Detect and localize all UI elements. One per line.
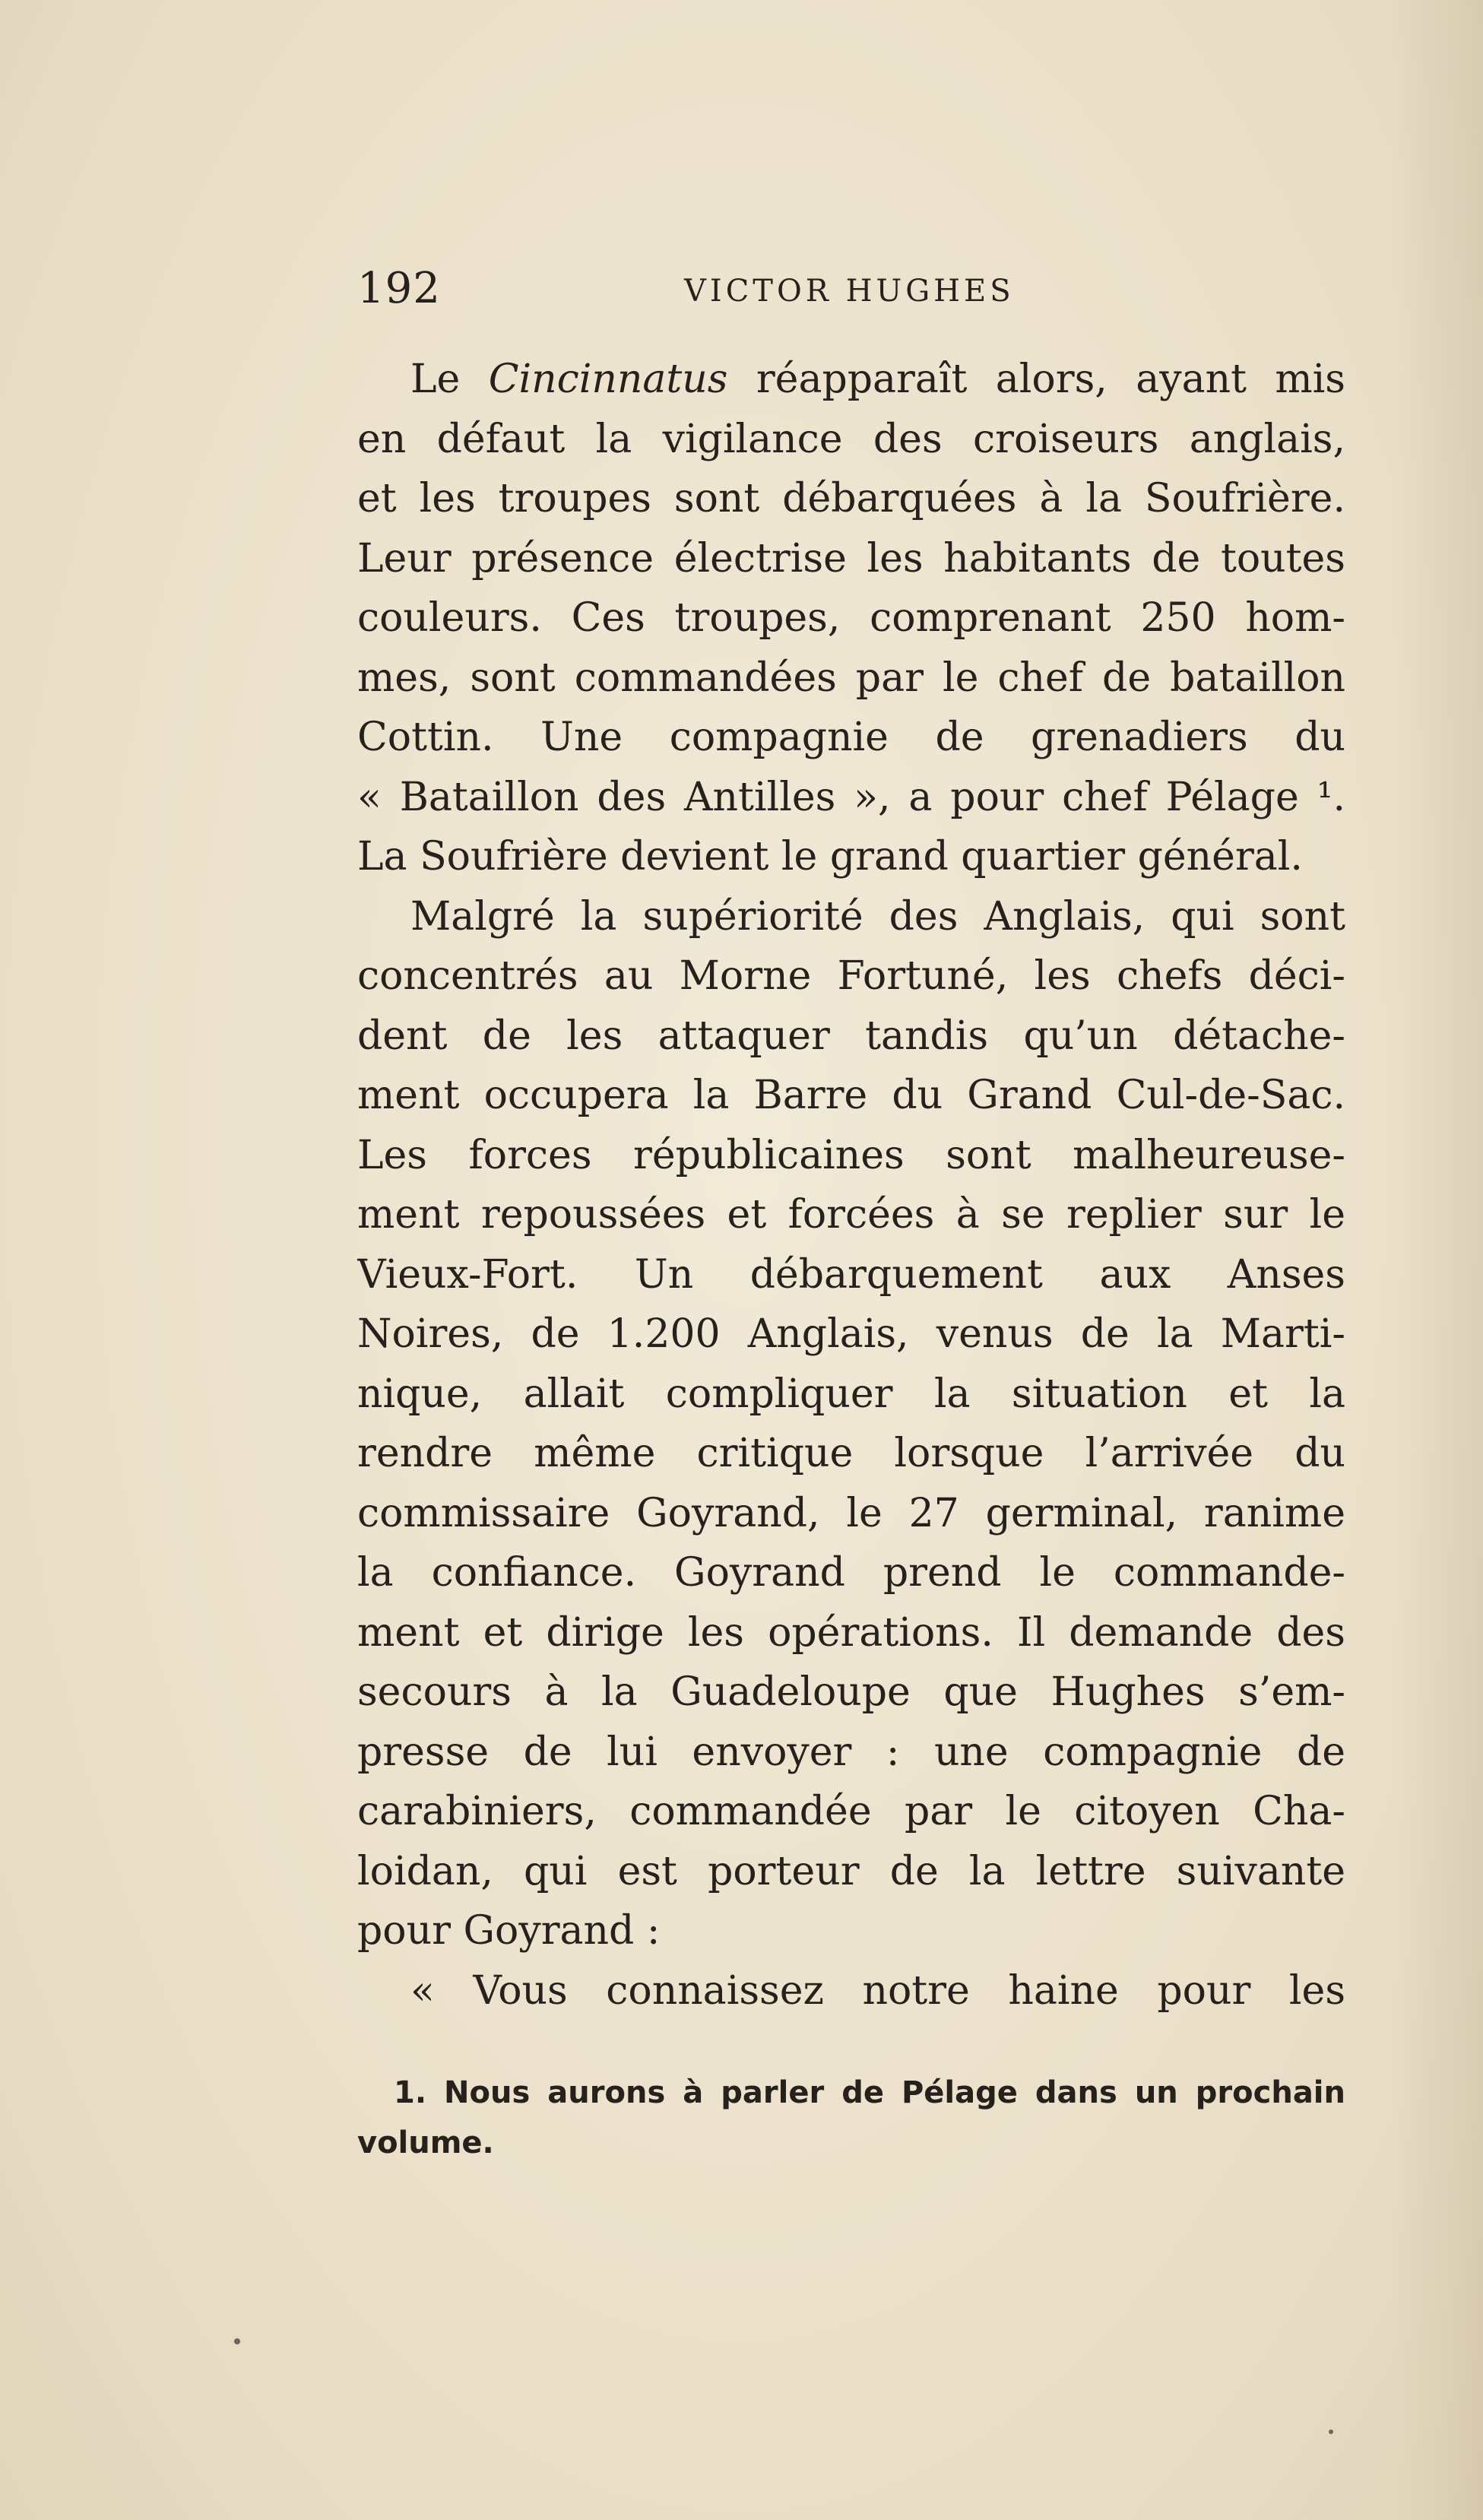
page-number: 192 [357,264,441,313]
text-line: carabiniers, commandée par le citoyen Cha- [357,1789,1345,1834]
text-line: presse de lui envoyer : une compagnie de [357,1729,1345,1775]
text-line: Cottin. Une compagnie de grenadiers du [357,715,1345,760]
running-title: VICTOR HUGHES [684,274,1015,309]
text-line: mes, sont commandées par le chef de bataillon [357,655,1345,701]
text-line: Vieux-Fort. Un débarquement aux Anses [357,1251,1345,1298]
text-line: ment occupera la Barre du Grand Cul-de-Sac. [357,1073,1345,1118]
footnote-line: volume. [357,2125,494,2160]
text-line: loidan, qui est porteur de la lettre suivante [357,1848,1345,1894]
text-line: Les forces républicaines sont malheureuse- [357,1132,1345,1178]
text-line: et les troupes sont débarquées à la Soufrière. [357,476,1345,521]
text-line: en défaut la vigilance des croiseurs anglais, [357,416,1345,462]
text-line: La Soufrière devient le grand quartier général. [357,834,1303,880]
paper-speck [1329,2430,1333,2434]
text-line: commissaire Goyrand, le 27 germinal, ranime [357,1490,1345,1536]
text-line: ment repoussées et forcées à se replier sur le [357,1192,1345,1238]
body-text [357,350,1345,2021]
text-line: Noires, de 1.200 Anglais, venus de la Marti- [357,1311,1345,1357]
text-line: « Bataillon des Antilles », a pour chef Pélage ¹. [357,774,1345,820]
text-line: dent de les attaquer tandis qu’un détache- [357,1013,1345,1059]
text-line: ment et dirige les opérations. Il demande des [357,1609,1345,1656]
text-line: rendre même critique lorsque l’arrivée du [357,1431,1345,1476]
text-line: Malgré la supériorité des Anglais, qui sont [410,893,1345,940]
text-line: couleurs. Ces troupes, comprenant 250 hom- [357,595,1345,641]
text-line: « Vous connaissez notre haine pour les [410,1967,1345,2014]
text-line: nique, allait compliquer la situation et la [357,1371,1345,1417]
text-line: Leur présence électrise les habitants de toutes [357,535,1345,582]
page-header [357,262,1345,315]
footnote [357,2068,1345,2168]
ship-name: Cincinnatus [488,357,728,402]
page-edge-shadow [1392,0,1483,2520]
text-line: concentrés au Morne Fortuné, les chefs déci- [357,953,1345,999]
text-line: secours à la Guadeloupe que Hughes s’em- [357,1669,1345,1715]
text-line: la confiance. Goyrand prend le commande- [357,1550,1345,1596]
text-line: pour Goyrand : [357,1908,661,1954]
text-line: Le Cincinnatus réapparaît alors, ayant mis [410,357,1345,402]
paper-speck [234,2338,240,2344]
footnote-line: 1. Nous aurons à parler de Pélage dans un prochain [394,2075,1345,2110]
